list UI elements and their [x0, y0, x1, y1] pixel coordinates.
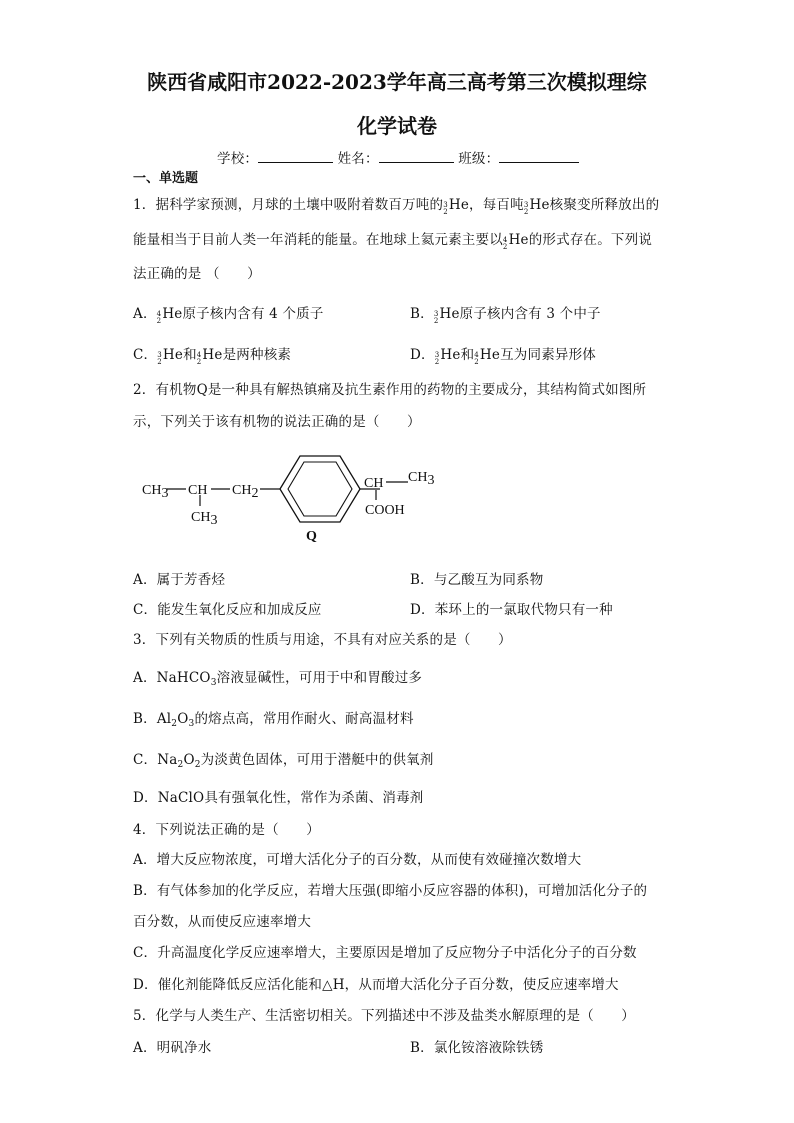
q1-line3: 法正确的是 （ ）	[133, 266, 261, 282]
q3-stem: 3．下列有关物质的性质与用途，不具有对应关系的是（ ）	[133, 632, 512, 648]
isotope-he3: 3 2	[523, 201, 529, 216]
q4-option-a[interactable]: A．增大反应物浓度，可增大活化分子的百分数，从而使有效碰撞次数增大	[133, 852, 582, 868]
q2-line2: 示，下列关于该有机物的说法正确的是（ ）	[133, 414, 421, 430]
q2-option-c[interactable]: C．能发生氧化反应和加成反应	[133, 602, 322, 618]
ch-alpha: CH	[364, 476, 384, 491]
ch2-group: CH2	[232, 483, 259, 501]
school-label: 学校：	[217, 151, 259, 167]
q3-option-c[interactable]: C．$Na_2O_2$为淡黄色固体，可用于潜艇中的供氧剂	[133, 752, 434, 770]
ch3-branch: CH3	[191, 510, 218, 528]
school-field[interactable]	[258, 150, 333, 163]
class-label: 班级：	[458, 151, 500, 167]
student-info-line	[217, 147, 579, 167]
q3-option-d[interactable]: D．NaClO具有强氧化性，常作为杀菌、消毒剂	[133, 790, 424, 806]
cooh-group: COOH	[365, 503, 405, 518]
ch-branch: CH	[188, 483, 208, 498]
q1-option-c[interactable]: C． 3 2 He和 4 2 He是两种核素	[133, 347, 292, 366]
q2-option-d[interactable]: D．苯环上的一氯取代物只有一种	[410, 602, 613, 618]
q1-option-a[interactable]: A． 4 2 He原子核内含有 4 个质子	[133, 306, 324, 325]
benzene-inner	[288, 462, 352, 516]
benzene-ring	[280, 456, 360, 522]
isotope-he4: 4 2	[502, 236, 508, 251]
compound-label: Q	[306, 529, 317, 544]
q2-option-a[interactable]: A．属于芳香烃	[133, 572, 226, 588]
isotope-he3: 3 2	[443, 201, 448, 216]
ch3-left: CH3	[142, 483, 169, 501]
structure-formula-q	[140, 450, 460, 545]
class-field[interactable]	[499, 150, 579, 163]
q3-option-a[interactable]: A．NaHCO$_3$溶液显碱性，可用于中和胃酸过多	[133, 670, 423, 688]
q4-option-c[interactable]: C．升高温度化学反应速率增大，主要原因是增加了反应物分子中活化分子的百分数	[133, 945, 637, 961]
q5-stem: 5．化学与人类生产、生活密切相关。下列描述中不涉及盐类水解原理的是（ ）	[133, 1008, 635, 1024]
q4-option-b[interactable]: B．有气体参加的化学反应，若增大压强(即缩小反应容器的体积)，可增加活化分子的	[133, 883, 648, 899]
q3-option-b[interactable]: B．$Al_2O_3$的熔点高，常用作耐火、耐高温材料	[133, 711, 414, 729]
name-label: 姓名：	[337, 151, 379, 167]
q4-stem: 4．下列说法正确的是（ ）	[133, 822, 320, 838]
q1-option-b[interactable]: B． 3 2 He原子核内含有 3 个中子	[410, 306, 601, 325]
q2-option-b[interactable]: B．与乙酸互为同系物	[410, 572, 544, 588]
exam-title: 陕西省咸阳市2022-2023学年高三高考第三次模拟理综	[147, 70, 647, 94]
q4-option-b-cont: 百分数，从而使反应速率增大	[133, 914, 312, 930]
q1-option-d[interactable]: D． 3 2 He和 4 2 He互为同素异形体	[410, 347, 596, 366]
ch3-right: CH3	[408, 470, 435, 488]
q4-option-d[interactable]: D．催化剂能降低反应活化能和△H，从而增大活化分子百分数，使反应速率增大	[133, 977, 619, 993]
q1-line1: 1．据科学家预测，月球的土壤中吸附着数百万吨的 3 2 He，每百吨 3 2 He核聚变所释放出的	[133, 197, 660, 216]
q1-line2: 能量相当于目前人类一年消耗的能量。在地球上氦元素主要以 4 2 He的形式存在。下列说	[133, 232, 653, 251]
q5-option-a[interactable]: A．明矾净水	[133, 1040, 212, 1056]
exam-subtitle: 化学试卷	[357, 114, 437, 138]
q2-line1: 2．有机物Q是一种具有解热镇痛及抗生素作用的药物的主要成分，其结构简式如图所	[133, 382, 647, 398]
q5-option-b[interactable]: B．氯化铵溶液除铁锈	[410, 1040, 544, 1056]
section-heading: 一、单选题	[133, 171, 199, 186]
name-field[interactable]	[379, 150, 454, 163]
